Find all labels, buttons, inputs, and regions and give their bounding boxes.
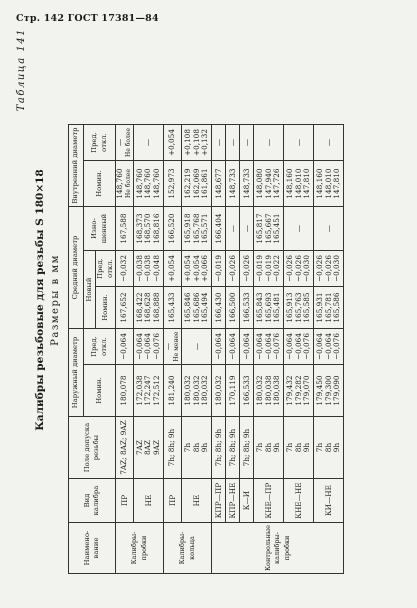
col-header-kind: Вид калибра [69, 479, 116, 523]
cell-value: −0,026 [314, 255, 324, 283]
cell-value: — [213, 138, 223, 147]
field-cell [134, 417, 164, 479]
cell-value: 179,090 [332, 375, 342, 406]
outer-nom-cell [284, 365, 314, 417]
cell-value: 179,432 [284, 375, 294, 406]
col-header-new: Новый [84, 251, 96, 329]
cell-value: −0,030 [302, 255, 312, 283]
rotated-table-area [10, 20, 410, 580]
cell-value: −0,019 [213, 255, 223, 283]
inner-nom-cell [284, 161, 314, 207]
cell-value: 148,733 [241, 168, 251, 199]
cell-value: 9AZ [151, 440, 161, 456]
inner-nom-cell [254, 161, 284, 207]
outer-nom-cell [226, 365, 240, 417]
cell-value: 8h [191, 442, 201, 453]
cell-value: 7h [314, 442, 324, 453]
cell-value: 179,070 [302, 375, 312, 406]
inner-dev-cell [226, 125, 240, 161]
worn-cell [240, 207, 254, 251]
cell-value: +0,054 [182, 255, 192, 283]
cell-value: 180,038 [272, 375, 282, 406]
middle-nom-cell [116, 287, 134, 329]
cell-value: 166,404 [213, 213, 223, 244]
table-row [284, 125, 314, 574]
cell-value: 165,846 [182, 292, 192, 323]
cell-value: 147,726 [272, 168, 282, 199]
col-header-outer: Наружный диаметр [69, 329, 84, 417]
middle-dev-cell [314, 251, 344, 287]
cell-value: 148,760 [115, 168, 124, 199]
cell-value: 180,032 [191, 375, 201, 406]
middle-nom-cell [240, 287, 254, 329]
inner-nom-cell [212, 161, 226, 207]
middle-nom-cell [164, 287, 182, 329]
cell-value: 165,667 [263, 213, 273, 244]
cell-value: 9h [200, 442, 210, 453]
cell-value: 9h [272, 442, 282, 453]
cell-value: −0,026 [323, 255, 333, 283]
cell-value: 148,760 [134, 168, 144, 199]
kind-cell: КНЕ—ПР [254, 479, 284, 523]
cell-value: 167,588 [119, 213, 129, 244]
cell-value: 8AZ [143, 440, 153, 456]
cell-value: — [293, 138, 303, 147]
inner-nom-cell [240, 161, 254, 207]
middle-dev-cell [212, 251, 226, 287]
cell-value: −0,064 [119, 333, 129, 361]
cell-value: −0,064 [213, 333, 223, 361]
inner-nom-cell [164, 161, 182, 207]
cell-value: — [227, 224, 237, 233]
middle-dev-cell [254, 251, 284, 287]
cell-value: −0,064 [323, 333, 333, 361]
cell-value: — [323, 224, 333, 233]
cell-value: — [241, 224, 251, 233]
worn-cell [212, 207, 226, 251]
cell-value: −0,064 [284, 333, 294, 361]
inner-dev-cell [134, 125, 164, 161]
middle-nom-cell [254, 287, 284, 329]
cell-value: 166,520 [167, 213, 177, 244]
cell-value: −0,048 [151, 255, 161, 283]
cell-value: 165,571 [200, 213, 210, 244]
cell-value: 179,450 [314, 375, 324, 406]
cell-value: — [191, 342, 201, 351]
cell-value: 172,247 [143, 375, 153, 406]
cell-value: 7h [254, 442, 264, 453]
cell-value: 170,119 [227, 375, 237, 406]
cell-value: −0,064 [293, 333, 303, 361]
cell-value: −0,064 [263, 333, 273, 361]
inner-dev-cell [240, 125, 254, 161]
cell-value: 180,032 [200, 375, 210, 406]
field-cell [116, 417, 134, 479]
col-header-name: Наимено-вание [69, 523, 116, 574]
cell-value: 7h; 8h; 9h [167, 428, 177, 467]
cell-value: 165,586 [332, 292, 342, 323]
table-label: Таблица 141 [16, 28, 27, 112]
cell-value: −0,032 [119, 255, 129, 283]
field-cell [226, 417, 240, 479]
cell-value: 166,430 [213, 292, 223, 323]
cell-value: 180,078 [119, 375, 129, 406]
cell-value: −0,030 [332, 255, 342, 283]
cell-value: 180,032 [254, 375, 264, 406]
outer-nom-cell [212, 365, 226, 417]
worn-cell [314, 207, 344, 251]
gauge-table [68, 124, 344, 574]
cell-value: 181,240 [167, 375, 177, 406]
cell-value: 166,533 [241, 292, 251, 323]
cell-value: 8h [263, 442, 273, 453]
table-row [182, 125, 212, 574]
table-title: Калибры резьбовые для резьбы S 180×18 [34, 169, 46, 431]
cell-value: 7h; 8h; 9h [213, 428, 223, 467]
inner-dev-cell [254, 125, 284, 161]
worn-cell [284, 207, 314, 251]
kind-cell: НЕ [182, 479, 212, 523]
middle-dev-cell [240, 251, 254, 287]
table-row [254, 125, 284, 574]
cell-value: 168,888 [151, 292, 161, 323]
kind-cell: ПР [116, 479, 134, 523]
outer-nom-cell [182, 365, 212, 417]
cell-value: 165,817 [254, 213, 264, 244]
cell-value: −0,026 [227, 255, 237, 283]
table-row [116, 125, 134, 574]
outer-dev-cell [314, 329, 344, 365]
cell-value: −0,026 [284, 255, 294, 283]
cell-value: 165,918 [182, 213, 192, 244]
col-header-outer-dev: Пред. откл. [84, 329, 116, 365]
middle-dev-cell [134, 251, 164, 287]
cell-value: — [293, 224, 303, 233]
field-cell [240, 417, 254, 479]
cell-value: — [323, 138, 333, 147]
cell-value: −0,076 [272, 333, 282, 361]
col-header-inner: Внутренний диаметр [69, 125, 84, 207]
middle-dev-cell [182, 251, 212, 287]
col-header-middle-nom: Номин. [96, 287, 116, 329]
cell-value: 166,500 [227, 292, 237, 323]
cell-value: 165,913 [284, 292, 294, 323]
cell-value: −0,076 [332, 333, 342, 361]
cell-value: — [241, 138, 251, 147]
field-cell [284, 417, 314, 479]
inner-nom-cell [134, 161, 164, 207]
col-header-worn: Изно-шенный [84, 207, 116, 251]
note-ne-menee: Не менее [172, 331, 180, 362]
inner-dev-cell [212, 125, 226, 161]
outer-dev-cell [164, 329, 182, 365]
cell-value: 167,652 [119, 292, 129, 323]
cell-value: 165,686 [191, 292, 201, 323]
field-cell [314, 417, 344, 479]
cell-value: −0,026 [293, 255, 303, 283]
cell-value: 9h [302, 442, 312, 453]
cell-value: 7AZ; 8AZ; 9AZ [119, 420, 129, 475]
cell-value: 165,451 [272, 213, 282, 244]
cell-value: +0,132 [200, 129, 210, 157]
inner-nom-cell [226, 161, 240, 207]
inner-nom-cell [182, 161, 212, 207]
cell-value: +0,108 [191, 129, 201, 157]
cell-value: −0,076 [302, 333, 312, 361]
kind-cell: КПР—НЕ [226, 479, 240, 523]
worn-cell [254, 207, 284, 251]
outer-nom-cell [240, 365, 254, 417]
table-row [164, 125, 182, 574]
worn-cell [226, 207, 240, 251]
cell-value: 148,080 [254, 168, 264, 199]
inner-nom-cell [116, 161, 134, 207]
cell-value: 148,733 [227, 168, 237, 199]
cell-value: 165,494 [200, 292, 210, 323]
cell-value: +0,054 [191, 255, 201, 283]
cell-value: 7h [182, 442, 192, 453]
note-ne-bolee: Не более [124, 169, 132, 198]
outer-nom-cell [116, 365, 134, 417]
outer-nom-cell [134, 365, 164, 417]
cell-value: — [227, 138, 237, 147]
col-header-middle-dev: Пред. откл. [96, 251, 116, 287]
field-cell [164, 417, 182, 479]
middle-nom-cell [212, 287, 226, 329]
cell-value: 8h [323, 442, 333, 453]
group-name-cell: Калибры-пробки [116, 523, 164, 574]
note-ne-bolee: Не более [124, 128, 132, 157]
cell-value: 168,816 [151, 213, 161, 244]
col-header-field: Поле допуска резьбы [69, 417, 116, 479]
col-header-outer-nom: Номин. [84, 365, 116, 417]
outer-nom-cell [254, 365, 284, 417]
cell-value: −0,019 [254, 255, 264, 283]
worn-cell [164, 207, 182, 251]
cell-value: 7h; 8h; 9h [227, 428, 237, 467]
cell-value: 148,160 [314, 168, 324, 199]
middle-nom-cell [226, 287, 240, 329]
table-body [116, 125, 344, 574]
inner-nom-cell [314, 161, 344, 207]
cell-value: 165,768 [191, 213, 201, 244]
cell-value: 165,433 [167, 292, 177, 323]
inner-dev-cell [284, 125, 314, 161]
cell-value: −0,019 [263, 255, 273, 283]
outer-dev-cell [226, 329, 240, 365]
cell-value: −0,038 [134, 255, 144, 283]
kind-cell: НЕ [134, 479, 164, 523]
middle-nom-cell [182, 287, 212, 329]
cell-value: 168,422 [134, 292, 144, 323]
cell-value: 148,677 [213, 168, 223, 199]
cell-value: 148,760 [143, 168, 153, 199]
cell-value: +0,054 [167, 255, 177, 283]
field-cell [182, 417, 212, 479]
cell-value: 179,282 [293, 375, 303, 406]
cell-value: 165,763 [293, 292, 303, 323]
cell-value: +0,066 [200, 255, 210, 283]
table-row [226, 125, 240, 574]
outer-dev-cell [284, 329, 314, 365]
cell-value: 152,973 [167, 168, 177, 199]
middle-dev-cell [284, 251, 314, 287]
table-row [134, 125, 164, 574]
table-row [212, 125, 226, 574]
cell-value: 168,628 [143, 292, 153, 323]
worn-cell [182, 207, 212, 251]
cell-value: −0,064 [314, 333, 324, 361]
group-name-cell: Контрольные калибры-пробки [212, 523, 344, 574]
kind-cell: КИ—НЕ [314, 479, 344, 523]
field-cell [212, 417, 226, 479]
middle-nom-cell [284, 287, 314, 329]
cell-value: 7h [284, 442, 294, 453]
cell-value: 148,010 [293, 168, 303, 199]
cell-value: 147,810 [332, 168, 342, 199]
cell-value: 180,032 [213, 375, 223, 406]
outer-dev-cell [212, 329, 226, 365]
cell-value: — [263, 138, 273, 147]
cell-value: 168,373 [134, 213, 144, 244]
middle-nom-cell [314, 287, 344, 329]
cell-value: −0,022 [272, 255, 282, 283]
cell-value: −0,064 [254, 333, 264, 361]
table-row [240, 125, 254, 574]
cell-value: 148,160 [284, 168, 294, 199]
cell-value: −0,076 [151, 333, 161, 361]
kind-cell: КПР—ПР [212, 479, 226, 523]
cell-value: 165,481 [272, 292, 282, 323]
cell-value: 165,585 [302, 292, 312, 323]
cell-value: −0,038 [143, 255, 153, 283]
cell-value: 162,219 [182, 168, 192, 199]
outer-dev-cell [116, 329, 134, 365]
cell-value: 162,069 [191, 168, 201, 199]
field-cell [254, 417, 284, 479]
outer-dev-cell [254, 329, 284, 365]
cell-value: 172,512 [151, 375, 161, 406]
cell-value: −0,064 [241, 333, 251, 361]
cell-value: 7h; 8h; 9h [241, 428, 251, 467]
col-header-middle: Средний диаметр [69, 207, 84, 329]
inner-dev-cell [314, 125, 344, 161]
cell-value: 148,760 [151, 168, 161, 199]
cell-value: 172,038 [134, 375, 144, 406]
middle-dev-cell [226, 251, 240, 287]
worn-cell [134, 207, 164, 251]
cell-value: +0,054 [167, 129, 177, 157]
cell-value: — [143, 138, 153, 147]
col-header-inner-nom: Номин. [84, 161, 116, 207]
cell-value: 179,300 [323, 375, 333, 406]
outer-nom-cell [314, 365, 344, 417]
outer-dev-cell [182, 329, 212, 365]
col-header-inner-dev: Пред. откл. [84, 125, 116, 161]
cell-value: 9h [332, 442, 342, 453]
middle-dev-cell [116, 251, 134, 287]
outer-dev-cell [240, 329, 254, 365]
table-subtitle: Размеры в мм [50, 254, 61, 346]
cell-value: +0,108 [182, 129, 192, 157]
kind-cell: ПР [164, 479, 182, 523]
middle-dev-cell [164, 251, 182, 287]
worn-cell [116, 207, 134, 251]
cell-value: 148,010 [323, 168, 333, 199]
outer-nom-cell [164, 365, 182, 417]
cell-value: −0,064 [143, 333, 153, 361]
cell-value: 180,032 [182, 375, 192, 406]
cell-value: 7AZ [134, 440, 144, 456]
cell-value: −0,064 [227, 333, 237, 361]
cell-value: 165,693 [263, 292, 273, 323]
table-row [314, 125, 344, 574]
inner-dev-cell [116, 125, 134, 161]
cell-value: 180,038 [263, 375, 273, 406]
cell-value: — [163, 342, 173, 351]
cell-value: 166,533 [241, 375, 251, 406]
cell-value: 161,861 [200, 168, 210, 199]
cell-value: −0,064 [134, 333, 144, 361]
cell-value: 147,810 [302, 168, 312, 199]
cell-value: −0,026 [241, 255, 251, 283]
cell-value: 147,940 [263, 168, 273, 199]
middle-nom-cell [134, 287, 164, 329]
cell-value: 165,781 [323, 292, 333, 323]
group-name-cell: Калибры-кольца [164, 523, 212, 574]
kind-cell: КНЕ—НЕ [284, 479, 314, 523]
inner-dev-cell [182, 125, 212, 161]
kind-cell: К—И [240, 479, 254, 523]
cell-value: 168,570 [143, 213, 153, 244]
outer-dev-cell [134, 329, 164, 365]
cell-value: 165,843 [254, 292, 264, 323]
inner-dev-cell [164, 125, 182, 161]
cell-value: 165,931 [314, 292, 324, 323]
cell-value: — [115, 138, 124, 147]
cell-value: 8h [293, 442, 303, 453]
page-header: Стр. 142 ГОСТ 17381—84 [16, 13, 159, 24]
